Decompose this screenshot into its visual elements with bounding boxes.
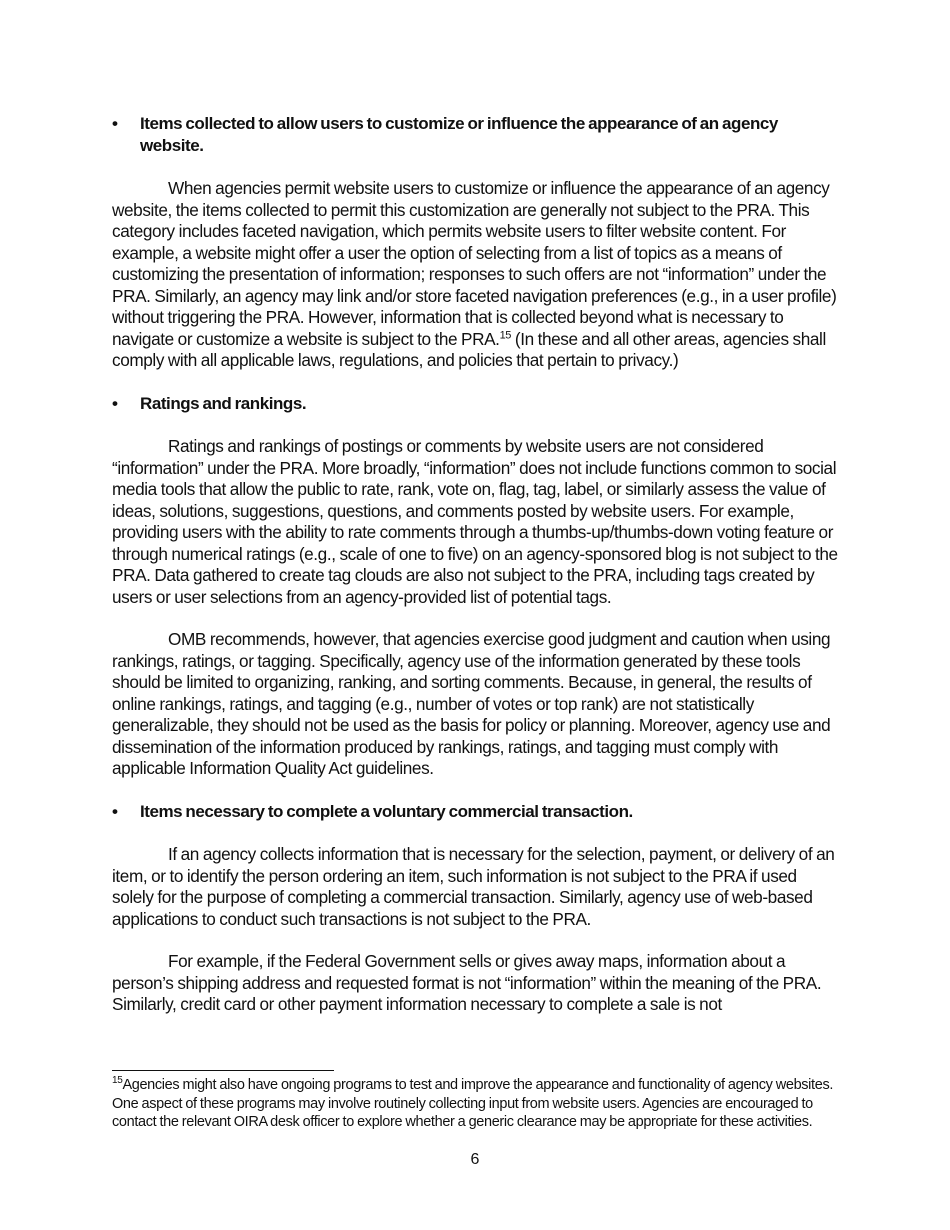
footnote-text: Agencies might also have ongoing programs to test and improve the appearance and functionality of agency websites. One aspect of these programs may involve routinely collecting input from website users. Agencies are encouraged to contact the relevant OIRA desk officer to explore whether a generic clearance may be appropriate for these activities. <box>112 1077 834 1130</box>
heading-text: Items collected to allow users to customize or influence the appearance of an agency website. <box>140 114 778 155</box>
paragraph-customize: When agencies permit website users to customize or influence the appearance of an agency website, the items collected to permit this customization are generally not subject to the PRA. This category includes faceted navigation, which permits website users to filter website content. For example, a website might offer a user the option of selecting from a list of topics as a means of customizing the presentation of information; responses to such offers are not “information” under the PRA. Similarly, an agency may link and/or store faceted navigation preferences (e.g., in a user profile) without triggering the PRA. However, information that is collected beyond what is necessary to navigate or customize a website is subject to the PRA.$^{15}$ (In these and all other areas, agencies shall comply with all applicable laws, regulations, and policies that pertain to privacy.) <box>112 178 837 370</box>
paragraph-commercial-transaction: If an agency collects information that is necessary for the selection, payment, or delivery of an item, or to identify the person ordering an item, such information is not subject to the PRA if used solely for the purpose of completing a commercial transaction. Similarly, agency use of web-based applications to conduct such transactions is not subject to the PRA. <box>112 844 835 929</box>
paragraph-omb-recommendation: OMB recommends, however, that agencies exercise good judgment and caution when using rankings, ratings, or tagging. Specifically, agency use of the information generated by these tools should be limited to organizing, ranking, and sorting comments. Because, in general, the results of online rankings, ratings, and tagging (e.g., number of votes or top rank) are not statistically generalizable, they should not be used as the basis for policy or planning. Moreover, agency use and dissemination of the information produced by rankings, ratings, and tagging must comply with applicable Information Quality Act guidelines. <box>112 629 831 778</box>
footnote-separator <box>112 1070 334 1071</box>
footnote-reference[interactable]: 15 <box>499 328 511 341</box>
heading-text: Items necessary to complete a voluntary commercial transaction. <box>140 801 633 821</box>
section-heading-commercial <box>112 801 840 823</box>
section-heading-ratings <box>112 393 840 415</box>
document-body <box>112 113 840 1016</box>
bullet-icon: • <box>112 393 118 413</box>
heading-text: Ratings and rankings. <box>140 393 307 413</box>
footnote-number: 15 <box>112 1075 123 1087</box>
page-number: 6 <box>470 1151 480 1168</box>
footnote-15 <box>112 1076 840 1132</box>
section-heading-customize <box>112 113 840 156</box>
paragraph-ratings-definition: Ratings and rankings of postings or comments by website users are not considered “information” under the PRA. More broadly, “information” does not include functions common to social media tools that allow the public to rate, rank, vote on, flag, tag, label, or similarly assess the value of ideas, solutions, suggestions, questions, and comments posted by website users. For example, providing users with the ability to rate comments through a thumbs-up/thumbs-down voting feature or through numerical ratings (e.g., scale of one to five) on an agency-sponsored blog is not subject to the PRA. Data gathered to create tag clouds are also not subject to the PRA, including tags created by users or user selections from an agency-provided list of potential tags. <box>112 436 838 607</box>
bullet-icon: • <box>112 114 118 133</box>
bullet-icon: • <box>112 801 118 821</box>
paragraph-maps-example: For example, if the Federal Government sells or gives away maps, information about a person’s shipping address and requested format is not “information” within the meaning of the PRA. Similarly, credit card or other payment information necessary to complete a sale is not <box>112 951 822 1014</box>
